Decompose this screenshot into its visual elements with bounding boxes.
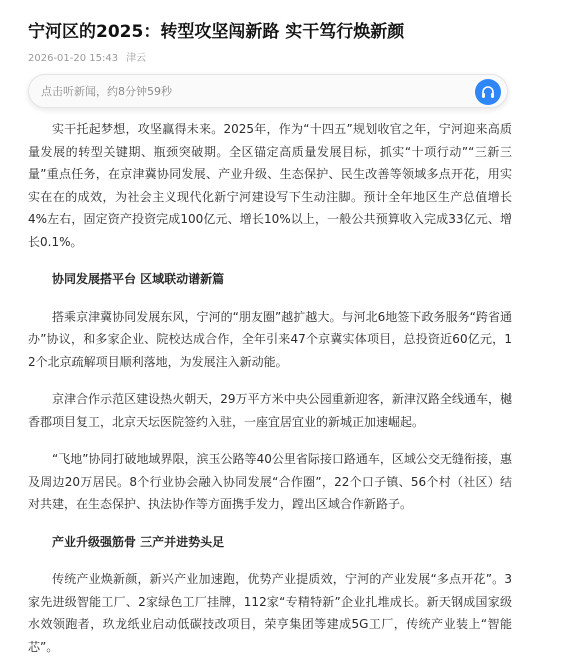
- paragraph: 实干托起梦想，攻坚赢得未来。2025年，作为“十四五”规划收官之年，宁河迎来高质量发展的转型关键期、瓶颈突破期。全区锚定高质量发展目标，抓实“十项行动”“三新三量”重点任务，在京津冀协同发展、产业升级、生态保护、民生改善等领域多点开花，用实实在在的成效，为社会主义现代化新宁河建设写下生动注脚。预计全年地区生产总值增长4%左右，固定资产投资完成100亿元、增长10%以上，一般公共预算收入完成33亿元、增长0.1%。: [28, 122, 512, 249]
- paragraph: 传统产业焕新颜，新兴产业加速跑，优势产业提质效，宁河的产业发展“多点开花”。3家先进级智能工厂、2家绿色工厂挂牌，112家“专精特新”企业扎堆成长。新天钢成国家级水效领跑者，玖龙纸业启动低碳技改项目，荣亨集团等建成5G工厂，传统产业装上“智能芯”。: [28, 572, 512, 654]
- article-body: [28, 118, 512, 656]
- listen-news-bar[interactable]: [28, 74, 508, 108]
- paragraph: 搭乘京津冀协同发展东风，宁河的“朋友圈”越扩越大。与河北6地签下政务服务“跨省通办”协议，和多家企业、院校达成合作，全年引来47个京冀实体项目，总投资近60亿元，12个北京疏解项目顺利落地，为发展注入新动能。: [28, 309, 512, 369]
- article-meta: [28, 52, 146, 66]
- headphones-icon: [480, 84, 496, 100]
- section-heading: 产业升级强筋骨 三产并进势头足: [52, 534, 225, 549]
- audio-play-button[interactable]: [475, 79, 501, 105]
- section-heading: 协同发展搭平台 区域联动谱新篇: [52, 272, 225, 286]
- publish-date: 2026-01-20 15:43: [28, 53, 119, 64]
- article-title: 宁河区的2025：转型攻坚闯新路 实干笃行焕新颜: [28, 22, 405, 42]
- listen-news-prompt: 点击听新闻，约8分钟59秒: [41, 85, 172, 98]
- article-source[interactable]: 津云: [126, 53, 147, 64]
- paragraph: 京津合作示范区建设热火朝天，29万平方米中央公园重新迎客，新津汉路全线通车，樾香郡项目复工，北京天坛医院签约入驻，一座宜居宜业的新城正加速崛起。: [28, 392, 512, 429]
- paragraph: “飞地”协同打破地域界限，滨玉公路等40公里省际接口路通车，区域公交无缝衔接，惠及周边20万居民。8个行业协会融入协同发展“合作圈”，22个口子镇、56个村（社区）结对共建，在生态保护、执法协作等方面携手发力，蹚出区域合作新路子。: [28, 452, 512, 511]
